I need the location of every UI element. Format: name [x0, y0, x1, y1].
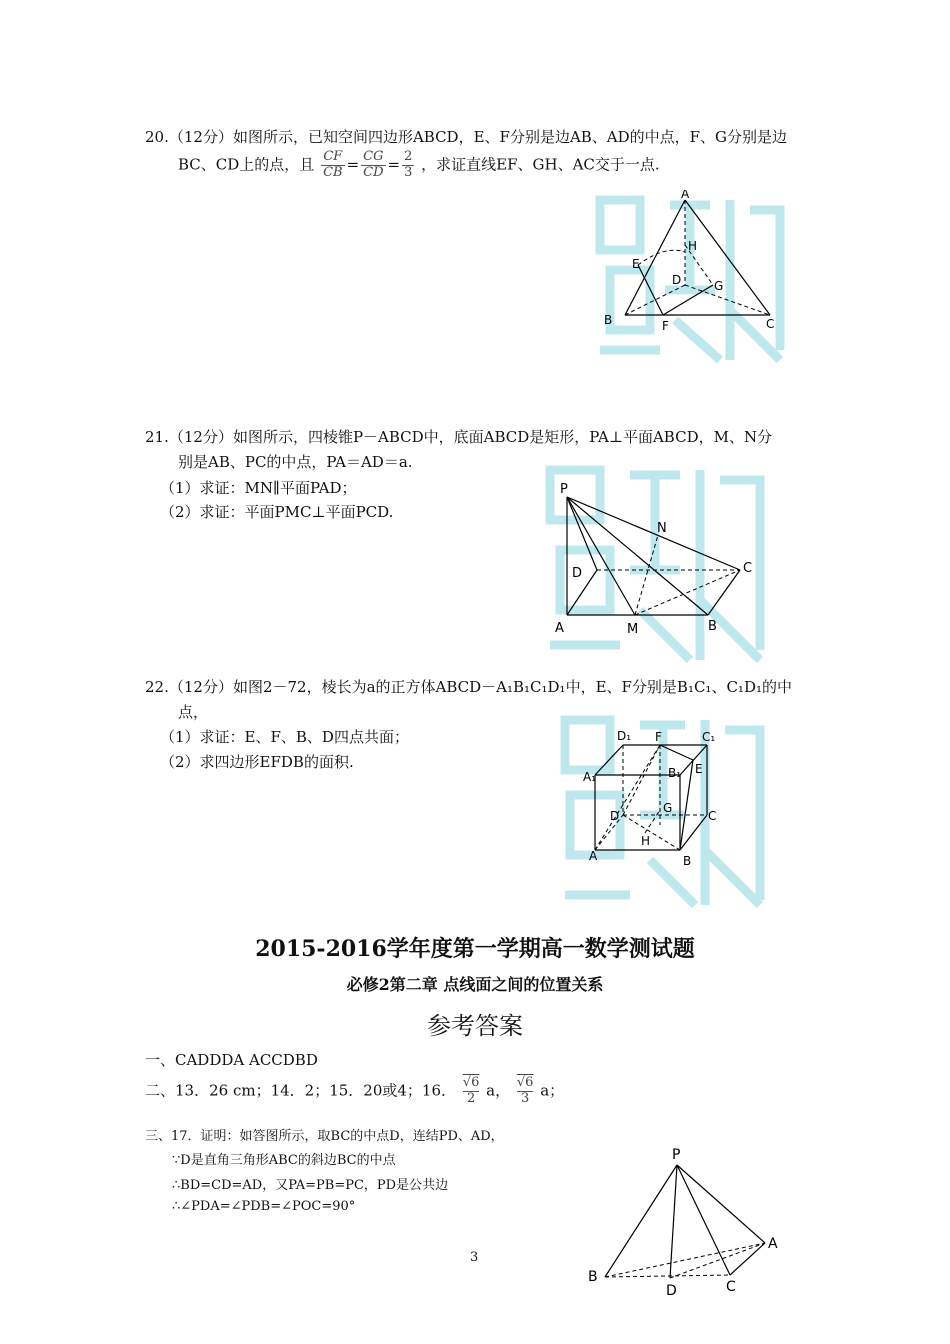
q21-sub2: （2）求证：平面PMC⊥平面PCD.: [160, 503, 394, 521]
q20-line1: 20.（12分）如图所示，已知空间四边形ABCD，E、F分别是边AB、AD的中点，F、G分别是边: [145, 128, 788, 146]
q22-sub2: （2）求四边形EFDB的面积.: [160, 753, 354, 771]
edge-pb: [605, 1165, 677, 1277]
label-h: H: [688, 239, 698, 253]
label-f: F: [662, 319, 669, 333]
edge-ba: [605, 1243, 765, 1277]
equals-sign: =: [346, 155, 360, 174]
answers-part2-pre: 二、13．26 cm；14．2；15．20或4；16．: [145, 1081, 457, 1100]
label-p: P: [672, 1147, 681, 1163]
edge-eh: [638, 250, 685, 265]
answers-part2-post: a；: [540, 1081, 565, 1100]
label-c: C: [726, 1279, 736, 1295]
q21-figure: [540, 460, 770, 670]
label-b: B: [588, 1269, 598, 1285]
label-b: B: [604, 313, 613, 327]
label-a: A: [768, 1236, 778, 1252]
q20-figure: [590, 190, 790, 370]
label-m: M: [627, 622, 639, 637]
label-a: A: [555, 621, 564, 636]
edge-pc: [677, 1165, 730, 1275]
q20-line2-pre: BC、CD上的点，且: [178, 155, 315, 174]
edge-pb: [567, 497, 708, 615]
exam-subtitle: 必修2第二章 点线面之间的位置关系: [346, 975, 604, 994]
edge-mn: [635, 535, 658, 615]
q21-sub1: （1）求证：MN∥平面PAD；: [160, 479, 357, 497]
edge-pa: [677, 1165, 765, 1243]
fraction-cf-cb: $\frac{CF}{CB}$: [323, 149, 343, 180]
exam-title: 2015-2016学年度第一学期高一数学测试题: [255, 936, 695, 962]
label-e: E: [632, 257, 640, 271]
label-a: A: [681, 190, 690, 201]
q20-line2: [178, 150, 660, 181]
label-d: D: [610, 809, 620, 823]
answer17-line4: ∴∠PDA=∠PDB=∠POC=90°: [172, 1199, 356, 1214]
q22-line1: 22.（12分）如图2－72，棱长为a的正方体ABCD－A₁B₁C₁D₁中，E、F分别是B₁C₁、C₁D₁的中: [145, 678, 792, 696]
label-g: G: [714, 279, 724, 293]
fraction-two-thirds: $\frac{2}{3}$: [404, 149, 413, 180]
label-d1: D₁: [617, 729, 632, 743]
label-b: B: [708, 619, 717, 634]
answer17-line2: ∵D是直角三角形ABC的斜边BC的中点: [172, 1153, 396, 1168]
label-a: A: [589, 849, 598, 863]
label-n: N: [657, 521, 667, 536]
label-a1: A₁: [583, 770, 597, 784]
q21-line2: 别是AB、PC的中点，PA＝AD＝a.: [178, 453, 413, 471]
label-b1: B₁: [668, 766, 682, 780]
label-g: G: [663, 801, 673, 815]
answer17-line1: 三、17．证明：如答图所示，取BC的中点D，连结PD、AD，: [145, 1129, 504, 1144]
edge-bc: [605, 1275, 730, 1277]
label-c: C: [708, 809, 717, 823]
label-h: H: [641, 834, 651, 848]
label-d: D: [666, 1283, 677, 1299]
edge-pd: [670, 1165, 677, 1278]
label-d: D: [672, 273, 682, 287]
sqrt6-over-2: $\frac{√6}{2}$: [462, 1075, 480, 1106]
label-b: B: [683, 854, 692, 868]
edge-ca: [730, 1243, 765, 1275]
label-c: C: [766, 317, 775, 331]
q20-line2-post: ，求证直线EF、GH、AC交于一点.: [421, 155, 660, 174]
page-number: 3: [470, 1250, 479, 1265]
watermark-logo: [600, 200, 780, 360]
answers-part1: 一、CADDDA ACCDBD: [145, 1051, 318, 1069]
label-f: F: [655, 730, 662, 744]
answers-part2-mid: a，: [486, 1081, 511, 1100]
label-c1: C₁: [702, 730, 716, 744]
sqrt6-over-3: $\frac{√6}{3}$: [516, 1075, 534, 1106]
answers-part2: [145, 1076, 564, 1107]
q22-figure: [555, 715, 765, 915]
fraction-cg-cd: $\frac{CG}{CD}$: [363, 149, 384, 180]
answer17-figure: [580, 1140, 820, 1300]
equals-sign-2: =: [387, 155, 401, 174]
label-p: P: [560, 482, 568, 497]
edge-bc: [708, 570, 740, 615]
q22-line2: 点，: [178, 703, 209, 721]
edge-db: [623, 815, 680, 850]
q21-line1: 21.（12分）如图所示，四棱锥P－ABCD中，底面ABCD是矩形，PA⊥平面ABCD，M、N分: [145, 428, 773, 446]
q22-sub1: （1）求证：E、F、B、D四点共面；: [160, 728, 409, 746]
label-d: D: [572, 566, 583, 581]
label-e: E: [695, 762, 703, 776]
answers-title: 参考答案: [427, 1012, 523, 1040]
answer17-line3: ∴BD=CD=AD，又PA=PB=PC，PD是公共边: [172, 1178, 449, 1193]
label-c: C: [743, 561, 753, 576]
edge-df: [623, 745, 660, 815]
